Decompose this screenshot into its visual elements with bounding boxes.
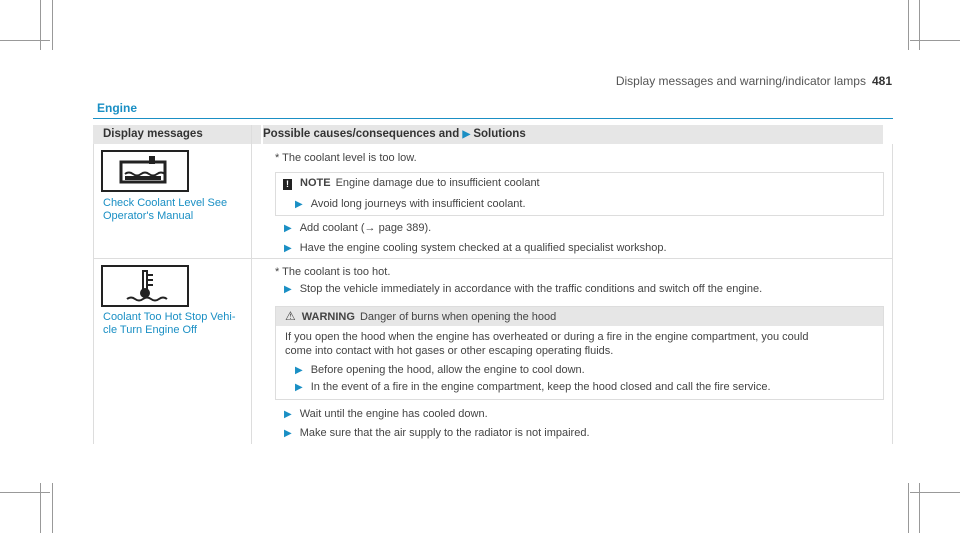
step-arrow-icon: ▶ <box>295 199 303 210</box>
step <box>284 242 667 255</box>
note-text: Engine damage due to insufficient coolant <box>335 177 540 189</box>
col2-header-suffix: Solutions <box>473 128 526 140</box>
section-rule <box>93 118 893 119</box>
crop-mark <box>910 492 960 493</box>
crop-mark <box>908 0 909 50</box>
warning-step <box>295 364 585 377</box>
warning-text: If you open the hood when the engine has overheated or during a fire in the engine compartment, you could <box>285 331 809 343</box>
col2-header-prefix: Possible causes/consequences and <box>263 128 460 140</box>
table-border <box>93 144 94 444</box>
message-check-coolant <box>103 197 227 223</box>
crop-mark <box>908 483 909 533</box>
crop-mark <box>52 483 53 533</box>
step-arrow-icon: ▶ <box>284 284 292 295</box>
crop-mark <box>52 0 53 50</box>
step-text: Wait until the engine has cooled down. <box>299 408 488 420</box>
running-header <box>616 74 892 88</box>
step-arrow-icon: ▶ <box>295 382 303 393</box>
step-text: Add coolant (→ page 389). <box>299 222 432 234</box>
table-border <box>892 144 893 444</box>
step-text: In the event of a fire in the engine compartment, keep the hood closed and call the fire service. <box>310 381 771 393</box>
section-title: Engine <box>97 101 138 115</box>
table-header-col1 <box>93 125 261 144</box>
crop-mark <box>0 40 50 41</box>
table-header-col2 <box>263 125 883 144</box>
table-border <box>251 125 252 444</box>
coolant-temperature-icon <box>101 265 189 307</box>
message-coolant-too-hot <box>103 311 236 337</box>
step-text: Before opening the hood, allow the engine to cool down. <box>310 364 585 376</box>
warning-label: WARNING <box>301 311 355 323</box>
crop-mark <box>40 0 41 50</box>
step-arrow-icon: ▶ <box>284 428 292 439</box>
arrow-icon: ▶ <box>462 129 471 140</box>
message-line: Coolant Too Hot Stop Vehi- <box>103 311 236 323</box>
note-icon: ! <box>283 179 292 190</box>
note-heading <box>283 177 540 190</box>
warning-heading <box>285 310 556 324</box>
cause-text: * The coolant level is too low. <box>275 152 417 164</box>
warning-title: Danger of burns when opening the hood <box>359 311 557 323</box>
message-line: Check Coolant Level See <box>103 197 228 209</box>
step-arrow-icon: ▶ <box>284 409 292 420</box>
crop-mark <box>910 40 960 41</box>
step-text: Stop the vehicle immediately in accordance with the traffic conditions and switch off the engine. <box>299 283 763 295</box>
step <box>284 408 488 421</box>
warning-step <box>295 381 771 394</box>
step-arrow-icon: ▶ <box>284 223 292 234</box>
step-text: Avoid long journeys with insufficient coolant. <box>310 198 526 210</box>
step-arrow-icon: ▶ <box>295 365 303 376</box>
step-text: Have the engine cooling system checked at a qualified specialist workshop. <box>299 242 667 254</box>
crop-mark <box>0 492 50 493</box>
crop-mark <box>919 0 920 50</box>
crop-mark <box>919 483 920 533</box>
note-label: NOTE <box>300 177 331 189</box>
step <box>284 427 590 440</box>
note-step <box>295 198 526 211</box>
header-title: Display messages and warning/indicator lamps <box>615 74 866 88</box>
coolant-level-icon <box>101 150 189 192</box>
warning-text: come into contact with hot gases or other escaping operating fluids. <box>285 345 614 357</box>
message-line: Operator's Manual <box>103 210 194 222</box>
warning-triangle-icon: ⚠ <box>285 309 296 323</box>
crop-mark <box>40 483 41 533</box>
step <box>284 222 431 235</box>
cause-text: * The coolant is too hot. <box>275 266 391 278</box>
message-line: cle Turn Engine Off <box>103 324 197 336</box>
step-arrow-icon: ▶ <box>284 243 292 254</box>
col1-header: Display messages <box>103 128 203 140</box>
step-text: Make sure that the air supply to the radiator is not impaired. <box>299 427 590 439</box>
page-number: 481 <box>871 74 892 88</box>
step <box>284 283 762 296</box>
row-divider <box>93 258 893 259</box>
